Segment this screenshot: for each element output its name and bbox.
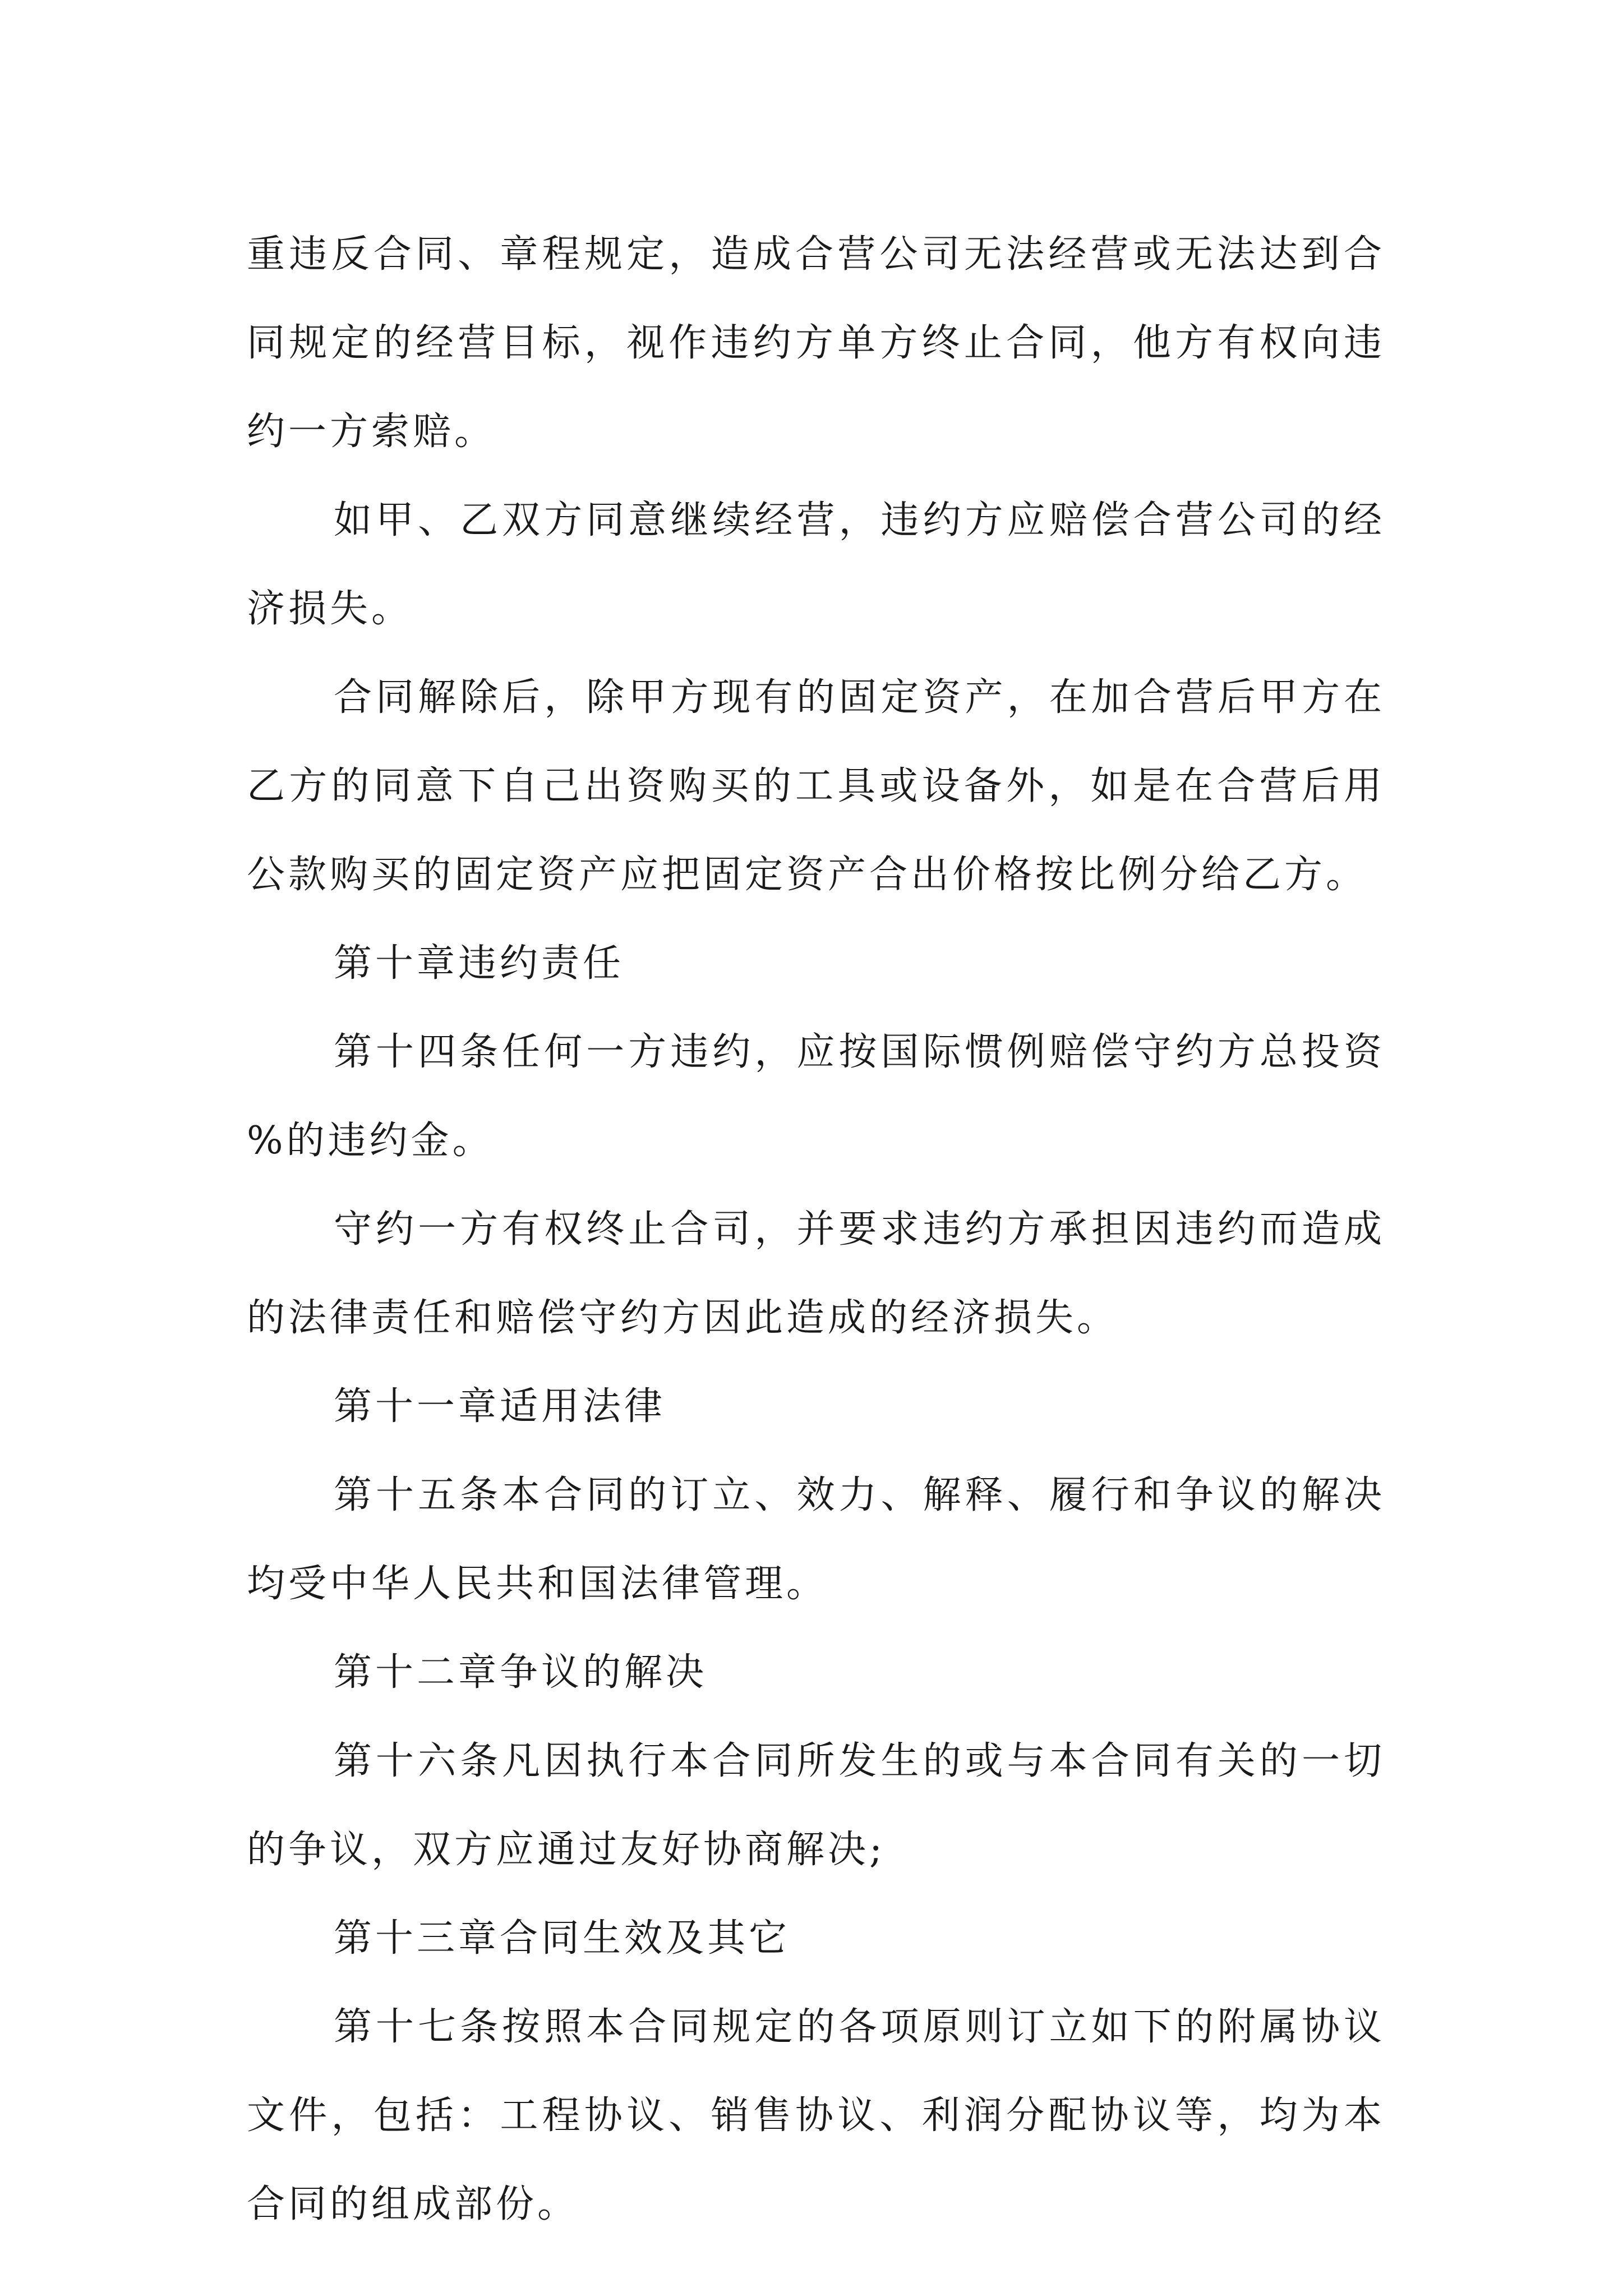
chapter-heading: 第十一章适用法律: [334, 1384, 666, 1429]
paragraph: 重违反合同、章程规定，造成合营公司无法经营或无法达到合同规定的经营目标，视作违约方单方终止合同，他方有权向违约一方索赔。: [247, 232, 1385, 454]
paragraph: 第十六条凡因执行本合同所发生的或与本合同有关的一切的争议，双方应通过友好协商解决;: [247, 1739, 1385, 1872]
paragraph: 第十四条任何一方违约，应按国际惯例赔偿守约方总投资 %的违约金。: [247, 1030, 1385, 1163]
chapter-heading: 第十三章合同生效及其它: [334, 1916, 791, 1961]
paragraph: 第十五条本合同的订立、效力、解释、履行和争议的解决均受中华人民共和国法律管理。: [247, 1473, 1385, 1606]
paragraph: 如甲、乙双方同意继续经营，违约方应赔偿合营公司的经济损失。: [247, 498, 1385, 631]
chapter-heading: 第十二章争议的解决: [334, 1650, 708, 1695]
chapter-heading: 第十章违约责任: [334, 941, 625, 986]
document-body: [247, 210, 1385, 2249]
paragraph: 第十七条按照本合同规定的各项原则订立如下的附属协议文件，包括：工程协议、销售协议、利润分配协议等，均为本合同的组成部份。: [247, 2005, 1385, 2226]
paragraph: 守约一方有权终止合司，并要求违约方承担因违约而造成的法律责任和赔偿守约方因此造成的经济损失。: [247, 1207, 1385, 1340]
paragraph: 合同解除后，除甲方现有的固定资产，在加合营后甲方在乙方的同意下自己出资购买的工具或设备外，如是在合营后用公款购买的固定资产应把固定资产合出价格按比例分给乙方。: [247, 675, 1385, 897]
